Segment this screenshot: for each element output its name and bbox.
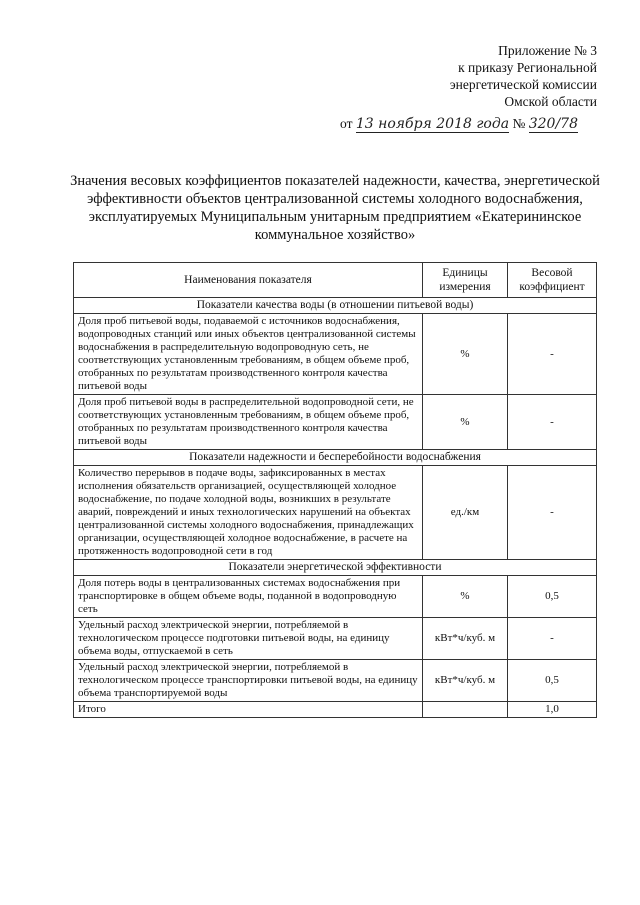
indicator-unit: % xyxy=(423,314,508,395)
order-number: 320/78 xyxy=(528,116,578,132)
indicator-coefficient: - xyxy=(508,466,597,560)
indicator-coefficient: 0,5 xyxy=(508,576,597,618)
appendix-header xyxy=(450,42,597,110)
order-number-label: № xyxy=(512,116,526,131)
table-row xyxy=(74,395,597,450)
section-title-energy: Показатели энергетической эффективности xyxy=(74,560,597,576)
total-coefficient: 1,0 xyxy=(508,702,597,718)
indicator-name: Доля потерь воды в централизованных системах водоснабжения при транспортировке в общем объеме воды, поданной в водопроводную сеть xyxy=(74,576,423,618)
total-label: Итого xyxy=(74,702,423,718)
indicator-coefficient: - xyxy=(508,395,597,450)
header-unit: Единицы измерения xyxy=(423,263,508,298)
total-row xyxy=(74,702,597,718)
section-title-reliability: Показатели надежности и бесперебойности водоснабжения xyxy=(74,450,597,466)
section-header xyxy=(74,298,597,314)
section-header xyxy=(74,560,597,576)
order-date: 13 ноября 2018 года xyxy=(355,116,510,132)
total-unit xyxy=(423,702,508,718)
indicator-unit: ед./км xyxy=(423,466,508,560)
section-title-quality: Показатели качества воды (в отношении питьевой воды) xyxy=(74,298,597,314)
table-row xyxy=(74,466,597,560)
table-header-row xyxy=(74,263,597,298)
indicator-unit: кВт*ч/куб. м xyxy=(423,660,508,702)
order-reference: к приказу Региональной xyxy=(458,60,597,75)
indicator-name: Удельный расход электрической энергии, потребляемой в технологическом процессе подготовки питьевой воды, на единицу объема воды, отпускаемой в сеть xyxy=(74,618,423,660)
indicator-name: Количество перерывов в подаче воды, зафиксированных в местах исполнения обязательств организацией, осуществляющей холодное водоснабжение, по подаче холодной воды, возникших в результате аварий, повреждений и иных технологических нарушений на объектах централизованной системы холодного водоснабжения, принадлежащих организации, осуществляющей холодное водоснабжение, в расчете на протяженность водопроводной сети в год xyxy=(74,466,423,560)
indicator-coefficient: - xyxy=(508,314,597,395)
indicator-coefficient: 0,5 xyxy=(508,660,597,702)
indicator-unit: % xyxy=(423,395,508,450)
indicator-name: Доля проб питьевой воды, подаваемой с источников водоснабжения, водопроводных станций или иных объектов централизованной системы водоснабжения в распределительную водопроводную сеть, не соответствующих установленным требованиям, в общем объеме проб, отобранных по результатам производственного контроля качества питьевой воды xyxy=(74,314,423,395)
header-weight-coefficient: Весовой коэффициент xyxy=(508,263,597,298)
indicator-coefficient: - xyxy=(508,618,597,660)
table-row xyxy=(74,618,597,660)
region-name: Омской области xyxy=(504,94,597,109)
table-row xyxy=(74,314,597,395)
section-header xyxy=(74,450,597,466)
table-row xyxy=(74,660,597,702)
indicator-name: Доля проб питьевой воды в распределительной водопроводной сети, не соответствующих установленным требованиям, в общем объеме проб, отобранных по результатам производственного контроля качества питьевой воды xyxy=(74,395,423,450)
order-date-line xyxy=(340,116,578,133)
indicator-unit: % xyxy=(423,576,508,618)
coefficients-table xyxy=(73,262,597,718)
table-row xyxy=(74,576,597,618)
header-indicator-name: Наименования показателя xyxy=(74,263,423,298)
order-prefix: от xyxy=(340,116,353,131)
indicator-unit: кВт*ч/куб. м xyxy=(423,618,508,660)
document-title: Значения весовых коэффициентов показателей надежности, качества, энергетической эффективности объектов централизованной системы холодного водоснабжения, эксплуатируемых Муниципальным унитарным предприятием «Екатерининское коммунальное хозяйство» xyxy=(70,173,600,243)
commission-name: энергетической комиссии xyxy=(449,77,597,92)
appendix-number: Приложение № 3 xyxy=(498,43,597,58)
indicator-name: Удельный расход электрической энергии, потребляемой в технологическом процессе транспортировки питьевой воды, на единицу объема транспортируемой воды xyxy=(74,660,423,702)
